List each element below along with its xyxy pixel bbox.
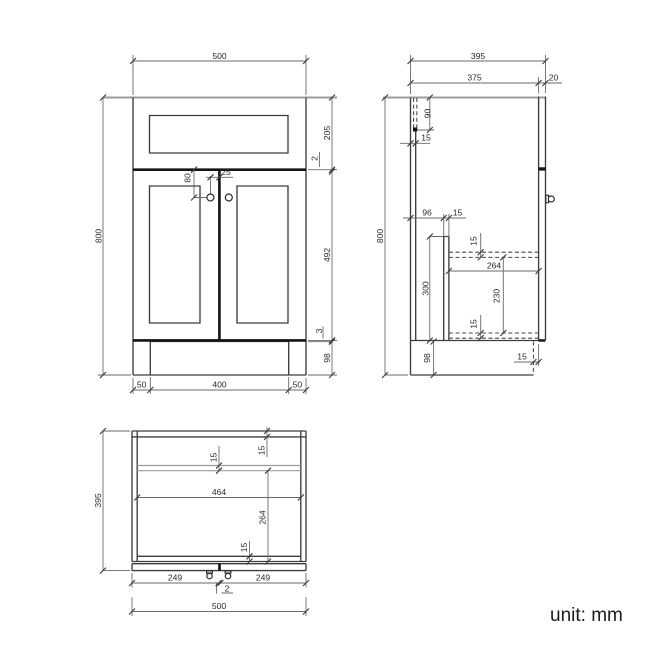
side-dim-height: 800 (375, 228, 385, 244)
side-view (375, 51, 562, 378)
plan-view (93, 427, 309, 616)
front-dim-gap-top: 2 (309, 156, 320, 161)
plan-dim-back-thickness: 15 (256, 445, 267, 456)
side-dim-partition-thickness: 15 (452, 207, 463, 218)
side-dim-drawer-depth: 90 (422, 108, 433, 119)
front-dim-plinth-height: 98 (322, 353, 332, 363)
plan-dim-front-rail: 15 (239, 542, 249, 553)
footer (550, 605, 623, 626)
door-knob-left (207, 194, 214, 201)
front-dim-gap-bottom: 3 (314, 328, 324, 334)
plan-dim-interior-depth: 264 (257, 510, 268, 525)
plan-knob-left (207, 573, 212, 578)
plan-dim-interior-width: 464 (211, 487, 227, 497)
plan-dim-rail-thickness: 15 (208, 452, 219, 463)
front-dim-drawer-height: 205 (322, 125, 332, 141)
side-dim-top-shelf: 15 (468, 236, 479, 246)
plan-dim-door-left: 249 (167, 572, 183, 583)
side-dim-partition-offset: 96 (422, 207, 432, 218)
front-dim-knob-drop: 80 (182, 173, 193, 183)
front-dim-door-height: 492 (322, 247, 332, 263)
front-dim-width: 500 (212, 51, 227, 61)
front-dim-inset-right: 50 (292, 379, 303, 390)
side-door-bottom-edge (539, 339, 546, 342)
front-view (94, 51, 338, 394)
plan-knob-right-stem (225, 571, 231, 573)
plan-dim-lines (103, 427, 306, 616)
side-dim-back-thickness: 15 (421, 132, 431, 143)
unit-label: unit: mm (550, 605, 623, 626)
plan-knob-left-stem (207, 571, 213, 573)
front-dim-lines (98, 55, 337, 394)
side-dim-interior-height: 230 (491, 288, 502, 304)
side-knob (548, 196, 554, 202)
door-knob-right (225, 194, 232, 201)
side-dim-depth-body: 375 (467, 72, 482, 83)
front-dim-ticks (100, 58, 335, 393)
plan-dim-door-right: 249 (255, 572, 271, 583)
plan-dim-door-gap: 2 (224, 583, 230, 594)
plan-knob-right (225, 573, 230, 578)
side-dim-depth-total: 395 (470, 51, 486, 61)
side-dim-partition-height: 300 (420, 281, 431, 296)
plan-dim-depth: 395 (93, 493, 103, 508)
drawer-side-bottom-edge (413, 128, 417, 132)
front-dim-knob-offset: 25 (221, 167, 231, 177)
side-dim-interior-depth: 264 (486, 260, 502, 271)
plan-dim-width-total: 500 (211, 601, 227, 611)
front-thick-edges (133, 170, 306, 341)
side-gap-block (539, 167, 546, 170)
front-dim-inset-left: 50 (136, 379, 147, 390)
side-dim-door-thickness: 20 (548, 72, 559, 83)
front-dim-height: 800 (93, 228, 104, 244)
side-dim-bottom-shelf: 15 (468, 319, 479, 329)
front-dim-plinth-width: 400 (212, 379, 227, 390)
side-dim-plinth-height: 98 (422, 353, 432, 363)
side-dim-plinth-recess: 15 (517, 351, 527, 362)
